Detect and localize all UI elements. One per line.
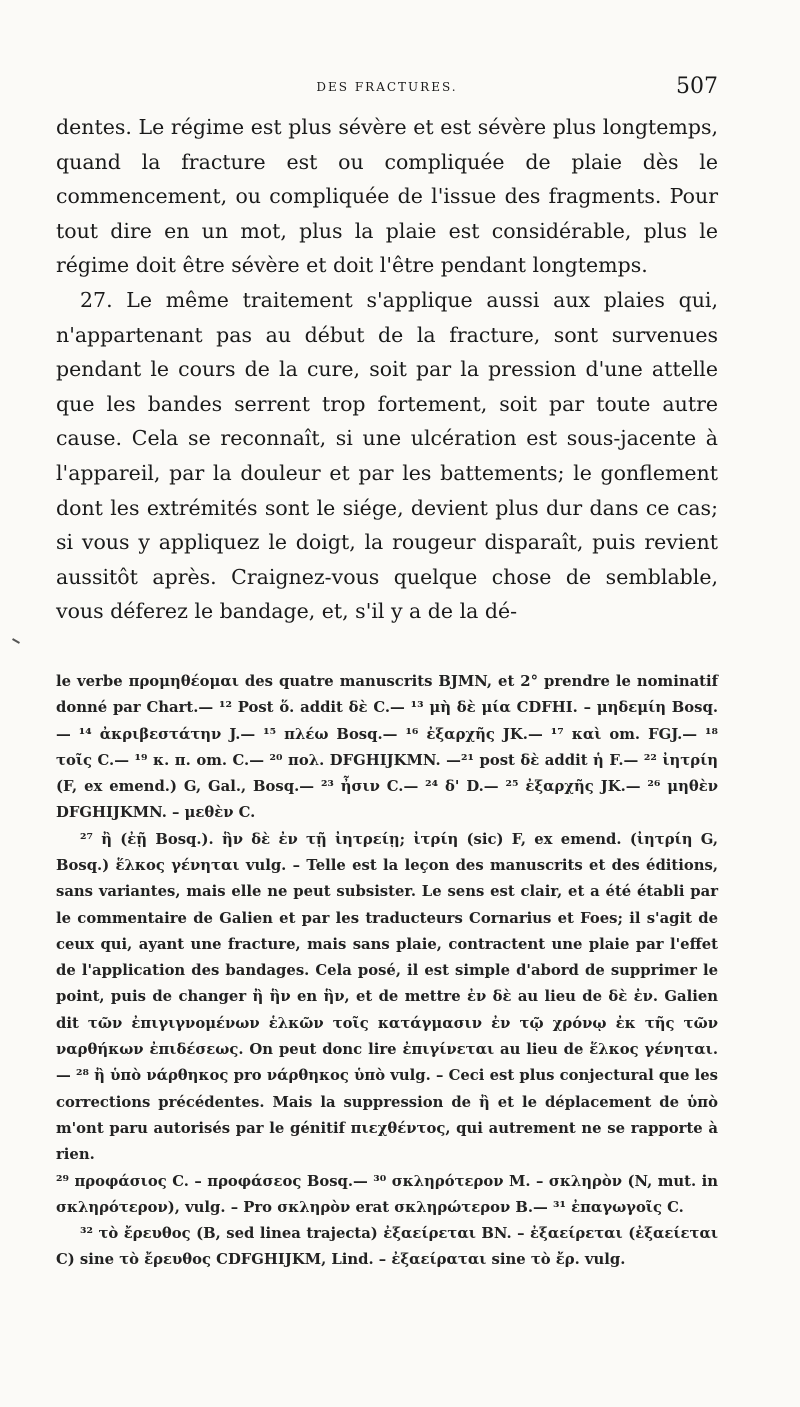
main-text <box>56 110 718 629</box>
footnote-27: ²⁷ ἢ (ἐῇ Bosq.). ἣν δὲ ἐν τῇ ἰητρείῃ; ἰτρίη (sic) F, ex emend. (ἰητρίη G, Bosq.) ἕλκος γένηται vulg. – Telle est la leçon des manuscrits et des éditions, sans variantes, mais elle ne peut subsister. Le sens est clair, et a été établi par le commentaire de Galien et par les traducteurs Cornarius et Foes; il s'agit de ceux qui, ayant une fracture, mais sans plaie, contractent une plaie par l'effet de l'application des bandages. Cela posé, il est simple d'abord de supprimer le point, puis de changer ἢ ἣν en ἣν, et de mettre ἐν δὲ au lieu de δὲ ἐν. Galien dit τῶν ἐπιγιγνομένων ἑλκῶν τοῖς κατάγμασιν ἐν τῷ χρόνῳ ἐκ τῆς τῶν ναρθήκων ἐπιδέσεως. On peut donc lire ἐπιγίνεται au lieu de ἕλκος γένηται.— ²⁸ ἢ ὑπὸ νάρθηκος pro νάρθηκος ὑπὸ vulg. – Ceci est plus conjectural que les corrections précédentes. Mais la suppression de ἢ et le déplacement de ὑπὸ m'ont paru autorisés par le génitif πιεχθέντος, qui autrement ne se rapporte à rien. <box>56 830 718 1164</box>
margin-mark <box>12 638 20 644</box>
running-header <box>56 72 718 104</box>
footnote-32: ³² τὸ ἔρευθος (B, sed linea trajecta) ἐξαείρεται BN. – ἐξαείρεται (ἐξαείεται C) sine τὸ ἔρευθος CDFGHIJKM, Lind. – ἐξαείραται sine τὸ ἔρ. vulg. <box>56 1225 718 1269</box>
footnote-block-1: le verbe προμηθέομαι des quatre manuscrits BJMN, et 2° prendre le nominatif donné par Chart.— ¹² Post ὅ. addit δὲ C.— ¹³ μὴ δὲ μία CDFHI. – μηδεμίη Bosq.— ¹⁴ ἀκριβεστάτην J.— ¹⁵ πλέω Bosq.— ¹⁶ ἐξαρχῆς JK.— ¹⁷ καὶ om. FGJ.— ¹⁸ τοῖς C.— ¹⁹ κ. π. om. C.— ²⁰ πολ. DFGHIJKMN. —²¹ post δὲ addit ἡ F.— ²² ἰητρίη (F, ex emend.) G, Gal., Bosq.— ²³ ἦσιν C.— ²⁴ δ' D.— ²⁵ ἐξαρχῆς JK.— ²⁶ μηθὲν DFGHIJKMN. – μεθὲν C. <box>56 672 718 822</box>
footnotes <box>56 669 718 1274</box>
page-number: 507 <box>676 74 718 99</box>
paragraph-27: 27. Le même traitement s'applique aussi aux plaies qui, n'appartenant pas au début de la fracture, sont survenues pendant le cours de la cure, soit par la pression d'une attelle que les bandes serrent trop fortement, soit par toute autre cause. Cela se reconnaît, si une ulcération est sous-jacente à l'appareil, par la douleur et par les battements; le gonflement dont les extrémités sont le siége, devient plus dur dans ce cas; si vous y appliquez le doigt, la rougeur disparaît, puis revient aussitôt après. Craignez-vous quelque chose de semblable, vous déferez le bandage, et, s'il y a de la dé- <box>56 287 718 624</box>
book-page <box>56 72 718 1274</box>
running-title: DES FRACTURES. <box>316 80 458 94</box>
footnote-block-29: ²⁹ προφάσιος C. – προφάσεος Bosq.— ³⁰ σκληρότερον M. – σκληρὸν (N, mut. in σκληρότερον), vulg. – Pro σκληρὸν erat σκληρώτερον B.— ³¹ ἐπαγωγοῖς C. <box>56 1172 718 1216</box>
paragraph-continuation: dentes. Le régime est plus sévère et est sévère plus longtemps, quand la fracture est ou compliquée de plaie dès le commencement, ou compliquée de l'issue des fragments. Pour tout dire en un mot, plus la plaie est considérable, plus le régime doit être sévère et doit l'être pendant longtemps. <box>56 115 718 278</box>
